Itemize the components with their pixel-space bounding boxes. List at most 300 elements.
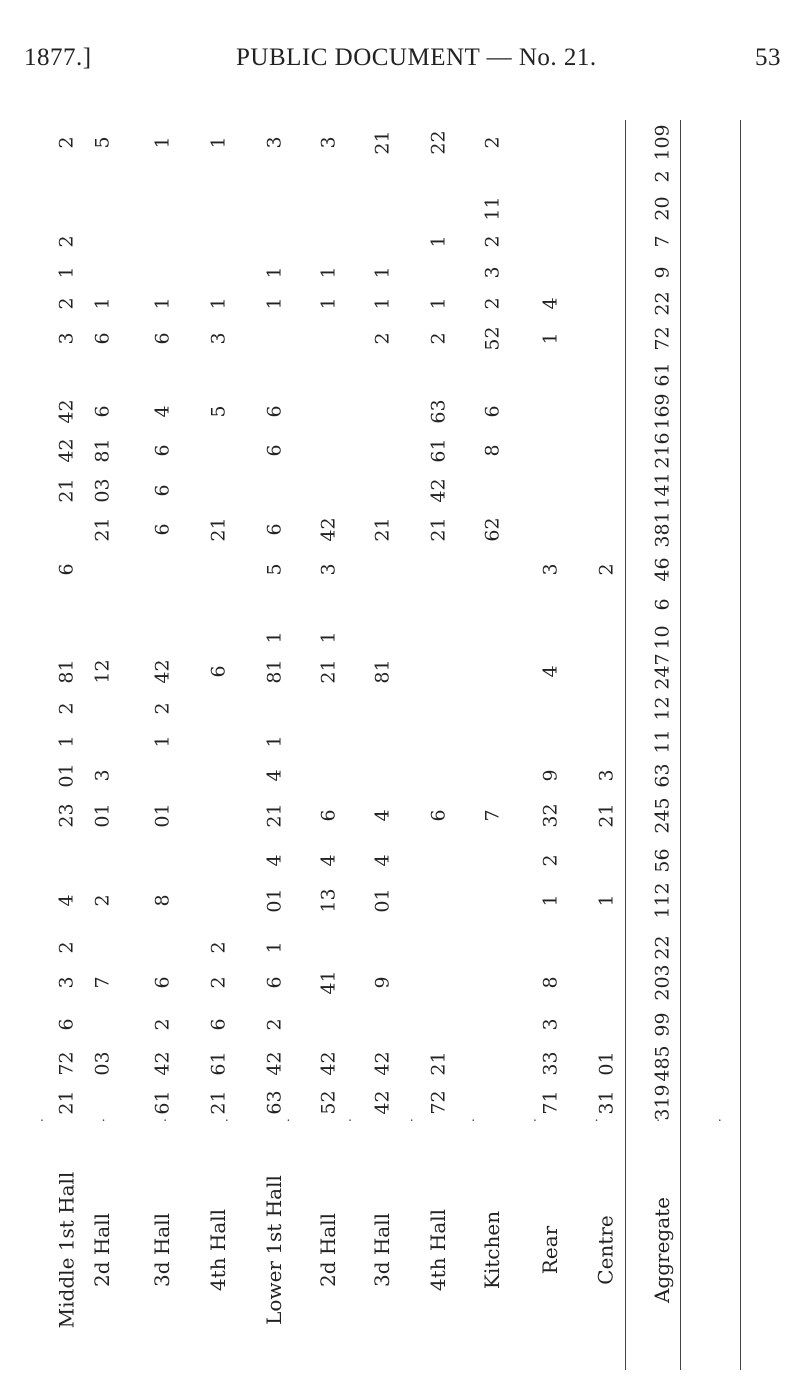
table-cell bbox=[310, 399, 348, 423]
table-cell bbox=[532, 229, 570, 253]
table-cell: 3 bbox=[481, 266, 504, 279]
table-cell: 1 bbox=[427, 296, 450, 310]
table-cell bbox=[420, 697, 458, 721]
aggregate-cell: 2 bbox=[651, 170, 674, 183]
table-cell: 01 bbox=[371, 888, 394, 913]
aggregate-cell: 11 bbox=[651, 729, 674, 754]
table-cell: 61 bbox=[427, 438, 450, 463]
table-cell: 1 bbox=[427, 235, 450, 248]
table-cell bbox=[420, 362, 458, 386]
table-cell: 7 bbox=[91, 976, 114, 989]
table-cell bbox=[200, 697, 238, 721]
aggregate-cell: 203 bbox=[651, 964, 674, 1001]
table-row bbox=[40, 362, 760, 386]
aggregate-cell: 6 bbox=[651, 598, 674, 611]
table-cell bbox=[84, 935, 122, 959]
table-cell: 4 bbox=[371, 809, 394, 822]
table-cell bbox=[200, 848, 238, 872]
table-cell: 3 bbox=[539, 563, 562, 576]
table-cell: 2 bbox=[539, 854, 562, 867]
aggregate-cell: 22 bbox=[651, 290, 674, 316]
table-cell: 72 bbox=[55, 1051, 78, 1076]
table-cell bbox=[532, 729, 570, 753]
table-cell: 6 bbox=[151, 444, 174, 457]
table-cell: 21 bbox=[55, 478, 78, 503]
aggregate-cell: 245 bbox=[651, 797, 674, 834]
table-cell: 1 bbox=[317, 296, 340, 310]
table-cell bbox=[200, 804, 238, 828]
table-cell bbox=[474, 889, 512, 913]
table-cell: 61 bbox=[151, 1089, 174, 1115]
aggregate-cell: 56 bbox=[651, 848, 674, 873]
table-cell bbox=[310, 935, 348, 959]
table-cell bbox=[200, 229, 238, 253]
table-cell bbox=[588, 229, 626, 253]
header-page-number: 53 bbox=[755, 44, 781, 71]
table-cell bbox=[200, 889, 238, 913]
table-cell bbox=[144, 362, 182, 386]
table-cell: 1 bbox=[263, 631, 286, 644]
table-row bbox=[40, 848, 760, 872]
table-cell bbox=[474, 971, 512, 995]
table-cell: 2 bbox=[55, 135, 78, 149]
table-cell bbox=[474, 848, 512, 872]
table-cell: 4 bbox=[55, 894, 78, 907]
aggregate-cell: 112 bbox=[651, 882, 674, 919]
table-cell bbox=[474, 1013, 512, 1037]
table-cell bbox=[420, 763, 458, 787]
table-cell: 8 bbox=[151, 894, 174, 907]
table-cell bbox=[474, 625, 512, 649]
table-cell bbox=[420, 164, 458, 188]
table-cell: 63 bbox=[427, 399, 450, 424]
table-cell bbox=[256, 229, 294, 253]
table-cell bbox=[48, 362, 86, 386]
table-cell: 1 bbox=[371, 266, 394, 279]
aggregate-cell: 99 bbox=[651, 1012, 674, 1037]
table-cell: 2 bbox=[151, 1018, 174, 1031]
table-cell: 1 bbox=[263, 735, 286, 748]
table-cell: 1 bbox=[55, 266, 78, 279]
table-cell: 1 bbox=[91, 296, 114, 310]
table-cell bbox=[48, 197, 86, 221]
table-cell: 8 bbox=[481, 444, 504, 457]
table-cell bbox=[532, 164, 570, 188]
table-cell: 01 bbox=[91, 803, 114, 828]
table-cell: 31 bbox=[595, 1089, 618, 1115]
header-year: 1877.] bbox=[24, 44, 92, 71]
table-cell bbox=[364, 593, 402, 617]
column-rule bbox=[680, 120, 681, 1370]
table-cell bbox=[200, 197, 238, 221]
aggregate-cell: 46 bbox=[651, 557, 674, 582]
table-cell bbox=[588, 130, 626, 154]
column-label: Aggregate bbox=[650, 1196, 675, 1304]
table-cell bbox=[84, 260, 122, 284]
table-cell: 42 bbox=[317, 517, 340, 542]
table-cell bbox=[310, 438, 348, 462]
table-cell bbox=[532, 362, 570, 386]
table-cell bbox=[48, 164, 86, 188]
table-cell bbox=[588, 399, 626, 423]
table-cell: 81 bbox=[371, 659, 394, 684]
table-cell: 1 bbox=[55, 735, 78, 748]
aggregate-cell: 63 bbox=[651, 763, 674, 788]
table-cell: 32 bbox=[539, 803, 562, 828]
table-cell bbox=[420, 593, 458, 617]
table-cell bbox=[420, 935, 458, 959]
table-row bbox=[40, 510, 760, 548]
table-cell: 3 bbox=[539, 1018, 562, 1031]
table-cell bbox=[474, 362, 512, 386]
table-cell bbox=[474, 935, 512, 959]
table-row bbox=[40, 229, 760, 253]
table-row bbox=[40, 1013, 760, 1037]
table-cell: 62 bbox=[481, 517, 504, 542]
column-rule bbox=[740, 120, 741, 1370]
table-cell bbox=[310, 229, 348, 253]
table-cell: 1 bbox=[151, 735, 174, 748]
table-cell bbox=[588, 848, 626, 872]
table-cell bbox=[48, 625, 86, 649]
table-cell: 9 bbox=[539, 769, 562, 782]
table-cell bbox=[364, 229, 402, 253]
table-cell: 4 bbox=[151, 405, 174, 418]
table-cell: 42 bbox=[371, 1089, 394, 1115]
table-cell bbox=[144, 557, 182, 581]
table-cell: 2 bbox=[481, 135, 504, 149]
table-cell: 1 bbox=[317, 631, 340, 644]
table-cell: 61 bbox=[207, 1051, 230, 1076]
table-cell bbox=[310, 593, 348, 617]
table-cell: 2 bbox=[263, 1018, 286, 1031]
table-row bbox=[40, 763, 760, 787]
table-cell bbox=[532, 697, 570, 721]
aggregate-cell: 22 bbox=[651, 935, 674, 960]
table-cell: 7 bbox=[481, 809, 504, 822]
table-cell: 1 bbox=[263, 266, 286, 279]
table-cell bbox=[256, 362, 294, 386]
table-cell bbox=[364, 164, 402, 188]
table-cell: 21 bbox=[427, 517, 450, 542]
table-row bbox=[40, 593, 760, 617]
table-cell bbox=[364, 625, 402, 649]
table-cell: 21 bbox=[595, 803, 618, 828]
table-cell bbox=[256, 164, 294, 188]
aggregate-cell: 7 bbox=[651, 235, 674, 248]
table-row bbox=[40, 697, 760, 721]
table-cell: 1 bbox=[539, 894, 562, 907]
table-cell: 1 bbox=[207, 135, 230, 149]
table-cell: 2 bbox=[207, 941, 230, 954]
table-cell bbox=[364, 399, 402, 423]
table-cell: 6 bbox=[207, 1018, 230, 1031]
table-cell: 63 bbox=[263, 1089, 286, 1115]
aggregate-cell: 247 bbox=[651, 653, 674, 690]
table-row bbox=[40, 1045, 760, 1082]
table-cell: 6 bbox=[91, 405, 114, 418]
table-cell bbox=[84, 164, 122, 188]
table-cell: 12 bbox=[91, 659, 114, 684]
table-cell bbox=[474, 478, 512, 502]
table-row bbox=[40, 882, 760, 919]
table-cell bbox=[420, 625, 458, 649]
table-cell bbox=[310, 478, 348, 502]
table-cell bbox=[420, 971, 458, 995]
table-cell: 41 bbox=[317, 970, 340, 995]
table-cell: 2 bbox=[207, 976, 230, 989]
table-cell bbox=[474, 593, 512, 617]
table-cell: 21 bbox=[55, 1089, 78, 1115]
table-cell bbox=[588, 362, 626, 386]
table-cell: 21 bbox=[427, 1051, 450, 1076]
table-cell: 42 bbox=[151, 659, 174, 684]
table-cell: 01 bbox=[55, 763, 78, 788]
table-cell bbox=[588, 697, 626, 721]
table-cell bbox=[310, 362, 348, 386]
table-cell bbox=[532, 399, 570, 423]
table-cell bbox=[84, 593, 122, 617]
table-cell: 3 bbox=[317, 135, 340, 149]
table-cell bbox=[474, 557, 512, 581]
table-cell: 81 bbox=[91, 438, 114, 463]
table-cell bbox=[588, 164, 626, 188]
table-cell bbox=[364, 197, 402, 221]
table-cell: 1 bbox=[263, 941, 286, 954]
table-cell bbox=[48, 517, 86, 541]
table-cell: 01 bbox=[151, 803, 174, 828]
table-row bbox=[40, 625, 760, 649]
table-cell bbox=[588, 438, 626, 462]
table-cell bbox=[84, 362, 122, 386]
table-cell bbox=[310, 164, 348, 188]
table-cell bbox=[532, 438, 570, 462]
table-cell: 72 bbox=[427, 1089, 450, 1115]
table-cell bbox=[256, 197, 294, 221]
table-cell bbox=[588, 327, 626, 351]
table-row bbox=[40, 472, 760, 509]
table-cell: 5 bbox=[91, 135, 114, 149]
table-row bbox=[40, 964, 760, 1001]
table-cell bbox=[144, 593, 182, 617]
table-cell: 42 bbox=[371, 1051, 394, 1076]
column-label: Centre bbox=[594, 1215, 619, 1285]
table-cell: 4 bbox=[539, 296, 562, 310]
table-cell: 13 bbox=[317, 888, 340, 913]
table-cell: 1 bbox=[263, 296, 286, 310]
table-cell: 5 bbox=[263, 563, 286, 576]
table-cell bbox=[364, 362, 402, 386]
table-cell: 8 bbox=[539, 976, 562, 989]
table-cell bbox=[200, 362, 238, 386]
table-cell bbox=[310, 729, 348, 753]
table-cell bbox=[310, 1013, 348, 1037]
table-cell bbox=[144, 164, 182, 188]
table-cell bbox=[364, 1013, 402, 1037]
table-cell: 03 bbox=[91, 478, 114, 503]
table-cell: 6 bbox=[317, 809, 340, 822]
table-cell bbox=[200, 260, 238, 284]
table-cell bbox=[364, 557, 402, 581]
table-row bbox=[40, 260, 760, 284]
table-cell bbox=[420, 729, 458, 753]
table-cell: 3 bbox=[595, 769, 618, 782]
table-cell bbox=[532, 478, 570, 502]
column-label: 4th Hall bbox=[426, 1208, 451, 1292]
aggregate-cell: 485 bbox=[651, 1045, 674, 1082]
table-cell: 42 bbox=[317, 1051, 340, 1076]
table-cell bbox=[84, 1013, 122, 1037]
table-cell bbox=[532, 130, 570, 154]
aggregate-cell: 20 bbox=[651, 196, 674, 221]
table-cell bbox=[532, 593, 570, 617]
table-cell: 6 bbox=[151, 523, 174, 536]
table-cell: 2 bbox=[55, 296, 78, 310]
table-cell bbox=[588, 935, 626, 959]
data-table bbox=[40, 120, 780, 1380]
table-cell bbox=[310, 697, 348, 721]
aggregate-cell: 319 bbox=[651, 1083, 674, 1121]
table-cell bbox=[588, 517, 626, 541]
table-cell bbox=[84, 625, 122, 649]
table-cell: 3 bbox=[263, 135, 286, 149]
aggregate-cell: 169 bbox=[651, 393, 674, 430]
table-cell bbox=[200, 625, 238, 649]
table-cell: 6 bbox=[263, 523, 286, 536]
table-cell bbox=[84, 229, 122, 253]
table-cell bbox=[84, 697, 122, 721]
table-cell: 6 bbox=[91, 332, 114, 345]
table-cell: 21 bbox=[263, 803, 286, 828]
table-cell bbox=[420, 889, 458, 913]
table-cell: 01 bbox=[595, 1051, 618, 1076]
table-cell bbox=[474, 164, 512, 188]
table-cell: 4 bbox=[263, 854, 286, 867]
table-cell: 21 bbox=[317, 659, 340, 684]
table-cell bbox=[420, 197, 458, 221]
table-cell: 6 bbox=[427, 809, 450, 822]
table-cell bbox=[200, 478, 238, 502]
aggregate-cell: 109 bbox=[651, 123, 674, 161]
table-cell bbox=[364, 697, 402, 721]
table-cell: 1 bbox=[151, 296, 174, 310]
header-title: PUBLIC DOCUMENT — No. 21. bbox=[236, 44, 597, 71]
table-cell: 81 bbox=[263, 659, 286, 684]
table-cell bbox=[420, 260, 458, 284]
table-cell: 5 bbox=[207, 405, 230, 418]
table-cell: 3 bbox=[207, 332, 230, 345]
table-row bbox=[40, 327, 760, 351]
table-cell: 33 bbox=[539, 1051, 562, 1076]
table-row bbox=[40, 653, 760, 690]
column-label: Lower 1st Hall bbox=[262, 1175, 286, 1325]
table-cell: 3 bbox=[91, 769, 114, 782]
aggregate-cell: 9 bbox=[651, 266, 674, 279]
table-cell: 3 bbox=[55, 976, 78, 989]
table-cell: 6 bbox=[151, 976, 174, 989]
aggregate-cell: 381 bbox=[651, 510, 674, 548]
table-cell: 21 bbox=[371, 129, 394, 155]
table-row bbox=[40, 797, 760, 834]
table-row bbox=[40, 557, 760, 581]
table-cell bbox=[144, 848, 182, 872]
table-cell: 9 bbox=[371, 976, 394, 989]
column-label: 2d Hall bbox=[90, 1212, 115, 1288]
table-cell bbox=[474, 1051, 512, 1075]
aggregate-cell: 216 bbox=[651, 431, 674, 469]
table-cell: 03 bbox=[91, 1051, 114, 1076]
table-cell: 52 bbox=[481, 326, 504, 351]
table-cell: 2 bbox=[55, 941, 78, 954]
table-cell bbox=[84, 848, 122, 872]
table-cell: 6 bbox=[55, 563, 78, 576]
table-cell: 1 bbox=[207, 296, 230, 310]
table-row bbox=[40, 431, 760, 469]
table-cell bbox=[144, 260, 182, 284]
table-cell bbox=[420, 660, 458, 684]
column-label: 3d Hall bbox=[370, 1212, 395, 1288]
table-cell bbox=[310, 327, 348, 351]
table-cell bbox=[420, 848, 458, 872]
table-cell bbox=[84, 729, 122, 753]
table-cell bbox=[364, 438, 402, 462]
table-cell bbox=[364, 729, 402, 753]
table-cell bbox=[420, 1013, 458, 1037]
table-cell bbox=[588, 729, 626, 753]
table-cell: 6 bbox=[263, 976, 286, 989]
table-cell: 42 bbox=[55, 438, 78, 463]
table-cell bbox=[144, 935, 182, 959]
table-cell: 6 bbox=[55, 1018, 78, 1031]
table-cell: 2 bbox=[481, 296, 504, 310]
table-cell bbox=[200, 729, 238, 753]
column-label: Middle 1st Hall bbox=[54, 1171, 78, 1329]
table-cell: 2 bbox=[371, 332, 394, 345]
table-cell: 2 bbox=[595, 563, 618, 576]
table-cell bbox=[474, 729, 512, 753]
column-rule bbox=[625, 120, 626, 1370]
table-cell: 1 bbox=[595, 894, 618, 907]
table-cell: 2 bbox=[427, 332, 450, 345]
aggregate-cell: 12 bbox=[651, 696, 674, 721]
table-cell bbox=[420, 557, 458, 581]
table-cell: 6 bbox=[263, 444, 286, 457]
table-cell bbox=[474, 697, 512, 721]
table-cell: 21 bbox=[371, 517, 394, 542]
table-cell bbox=[588, 625, 626, 649]
dot-leaders: . . . . . . . . . . . . bbox=[40, 1110, 749, 1124]
table-cell: 81 bbox=[55, 659, 78, 684]
table-cell: 2 bbox=[151, 702, 174, 715]
table-cell bbox=[310, 763, 348, 787]
aggregate-cell: 61 bbox=[651, 362, 674, 387]
table-cell bbox=[532, 197, 570, 221]
table-cell: 1 bbox=[317, 266, 340, 279]
table-cell bbox=[532, 517, 570, 541]
table-cell bbox=[256, 697, 294, 721]
table-cell: 01 bbox=[263, 888, 286, 913]
page-header bbox=[0, 44, 800, 84]
table-cell: 6 bbox=[481, 405, 504, 418]
table-cell bbox=[364, 763, 402, 787]
table-cell bbox=[364, 935, 402, 959]
table-cell: 42 bbox=[427, 478, 450, 503]
table-cell: 21 bbox=[91, 517, 114, 542]
table-cell: 2 bbox=[481, 235, 504, 248]
table-cell: 1 bbox=[151, 135, 174, 149]
table-row bbox=[40, 935, 760, 959]
table-row bbox=[40, 123, 760, 161]
